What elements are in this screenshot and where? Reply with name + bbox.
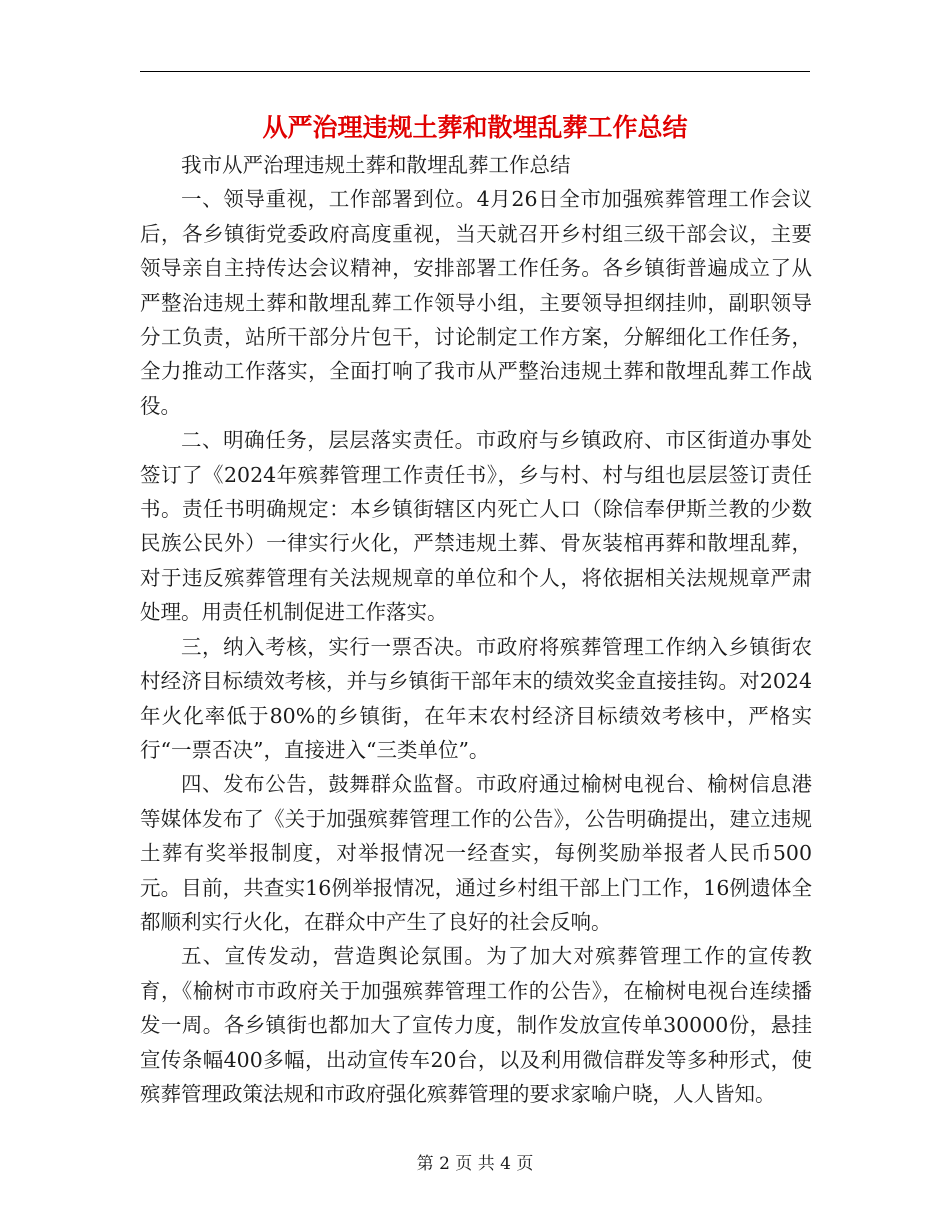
paragraph-section-2: 二、明确任务，层层落实责任。市政府与乡镇政府、市区街道办事处签订了《2024年殡葬管理工作责任书》，乡与村、村与组也层层签订责任书。责任书明确规定：本乡镇街辖区内死亡人口（除信奉伊斯兰教的少数民族公民外）一律实行火化，严禁违规土葬、骨灰装棺再葬和散埋乱葬，对于违反殡葬管理有关法规规章的单位和个人，将依据相关法规规章严肃处理。用责任机制促进工作落实。 bbox=[140, 428, 812, 625]
paragraph-section-4: 四、发布公告，鼓舞群众监督。市政府通过榆树电视台、榆树信息港等媒体发布了《关于加强殡葬管理工作的公告》，公告明确提出，建立违规土葬有奖举报制度，对举报情况一经查实，每例奖励举报者人民币500元。目前，共查实16例举报情况，通过乡村组干部上门工作，16例遗体全都顺利实行火化，在群众中产生了良好的社会反响。 bbox=[140, 772, 812, 934]
page-number-footer: 第 2 页 共 4 页 bbox=[416, 1154, 534, 1174]
document-title: 从严治理违规土葬和散埋乱葬工作总结 bbox=[262, 113, 688, 142]
paragraph-intro: 我市从严治理违规土葬和散埋乱葬工作总结 bbox=[181, 153, 571, 177]
document-body bbox=[140, 148, 812, 1111]
paragraph-section-1: 一、领导重视，工作部署到位。4月26日全市加强殡葬管理工作会议后，各乡镇街党委政府高度重视，当天就召开乡村组三级干部会议，主要领导亲自主持传达会议精神，安排部署工作任务。各乡镇街普遍成立了从严整治违规土葬和散埋乱葬工作领导小组，主要领导担纲挂帅，副职领导分工负责，站所干部分片包干，讨论制定工作方案，分解细化工作任务，全力推动工作落实，全面打响了我市从严整治违规土葬和散埋乱葬工作战役。 bbox=[140, 187, 812, 418]
paragraph-section-3: 三，纳入考核，实行一票否决。市政府将殡葬管理工作纳入乡镇街农村经济目标绩效考核，并与乡镇街干部年末的绩效奖金直接挂钩。对2024年火化率低于80%的乡镇街，在年末农村经济目标绩效考核中，严格实行“一票否决”，直接进入“三类单位”。 bbox=[140, 634, 812, 762]
paragraph-section-5: 五、宣传发动，营造舆论氛围。为了加大对殡葬管理工作的宣传教育，《榆树市市政府关于加强殡葬管理工作的公告》，在榆树电视台连续播发一周。各乡镇街也都加大了宣传力度，制作发放宣传单30000份，悬挂宣传条幅400多幅，出动宣传车20台，以及利用微信群发等多种形式，使殡葬管理政策法规和市政府强化殡葬管理的要求家喻户晓，人人皆知。 bbox=[140, 944, 812, 1106]
header-rule bbox=[140, 71, 810, 72]
